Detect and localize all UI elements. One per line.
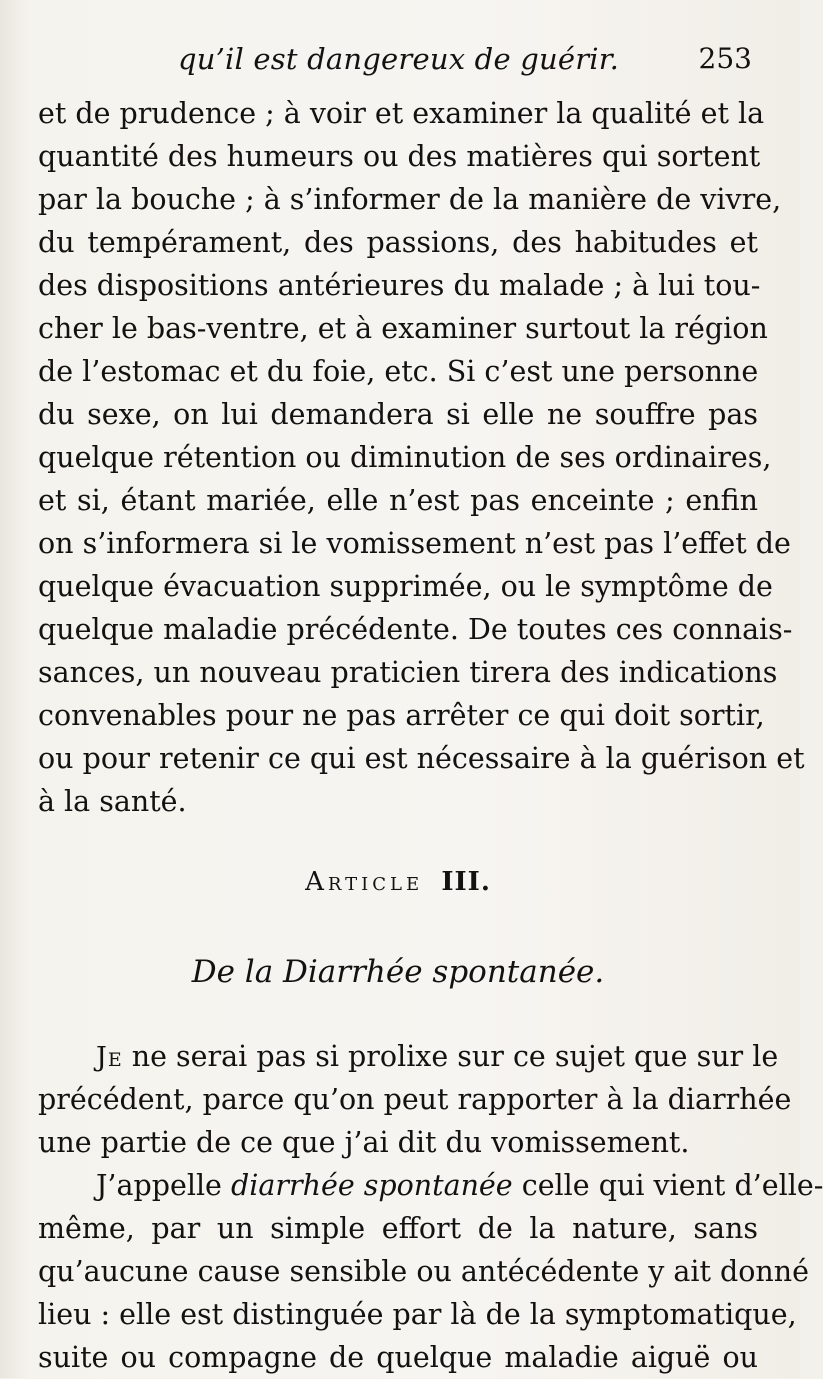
- article-heading: [38, 861, 758, 904]
- text-run: J’appelle: [96, 1169, 222, 1202]
- body-text: [38, 92, 823, 1379]
- page-number: 253: [698, 42, 752, 75]
- text-line: du sexe, on lui demandera si elle ne souffre pas: [38, 398, 758, 431]
- lead-word: Je: [96, 1042, 123, 1073]
- article-label: Article: [305, 867, 424, 897]
- running-head: [38, 36, 758, 92]
- italic-term: diarrhée spontanée: [231, 1169, 513, 1202]
- text-line: une partie de ce que j’ai dit du vomissement.: [38, 1126, 690, 1159]
- text-line: et si, étant mariée, elle n’est pas enceinte ; enfin: [38, 484, 758, 517]
- text-line: [38, 1035, 779, 1078]
- text-line: quelque rétention ou diminution de ses ordinaires,: [38, 441, 772, 474]
- text-run: celle qui vient d’elle-: [521, 1169, 823, 1202]
- text-line: qu’aucune cause sensible ou antécédente y ait donné: [38, 1255, 810, 1288]
- text-line: et de prudence ; à voir et examiner la qualité et la: [38, 97, 765, 130]
- text-line: quelque évacuation supprimée, ou le symptôme de: [38, 570, 773, 603]
- text-line: on s’informera si le vomissement n’est pas l’effet de: [38, 527, 791, 560]
- text-line: cher le bas-ventre, et à examiner surtout la région: [38, 312, 768, 345]
- text-run: ne serai pas si prolixe sur ce sujet que sur le: [131, 1040, 779, 1073]
- text-line: des dispositions antérieures du malade ; à lui tou-: [38, 269, 761, 302]
- text-line: suite ou compagne de quelque maladie aiguë ou: [38, 1341, 758, 1374]
- text-line: convenables pour ne pas arrêter ce qui doit sortir,: [38, 699, 765, 732]
- running-title: qu’il est dangereux de guérir.: [178, 42, 620, 76]
- text-line: par la bouche ; à s’informer de la manière de vivre,: [38, 183, 782, 216]
- text-line: [38, 1164, 823, 1207]
- article-number: III.: [441, 867, 491, 897]
- text-line: précédent, parce qu’on peut rapporter à la diarrhée: [38, 1083, 792, 1116]
- text-line: même, par un simple effort de la nature, sans: [38, 1212, 758, 1245]
- text-line: lieu : elle est distinguée par là de la symptomatique,: [38, 1298, 797, 1331]
- text-line: quelque maladie précédente. De toutes ces connais-: [38, 613, 793, 646]
- text-line: à la santé.: [38, 785, 187, 818]
- paragraph: [38, 1035, 792, 1164]
- text-line: de l’estomac et du foie, etc. Si c’est une personne: [38, 355, 759, 388]
- text-line: sances, un nouveau praticien tirera des indications: [38, 656, 778, 689]
- section-title: De la Diarrhée spontanée.: [191, 954, 605, 990]
- paragraph: [38, 1164, 823, 1379]
- paragraph-continued: [38, 92, 805, 823]
- text-line: du tempérament, des passions, des habitudes et: [38, 226, 758, 259]
- text-line: quantité des humeurs ou des matières qui sortent: [38, 140, 761, 173]
- text-line: ou pour retenir ce qui est nécessaire à la guérison et: [38, 742, 805, 775]
